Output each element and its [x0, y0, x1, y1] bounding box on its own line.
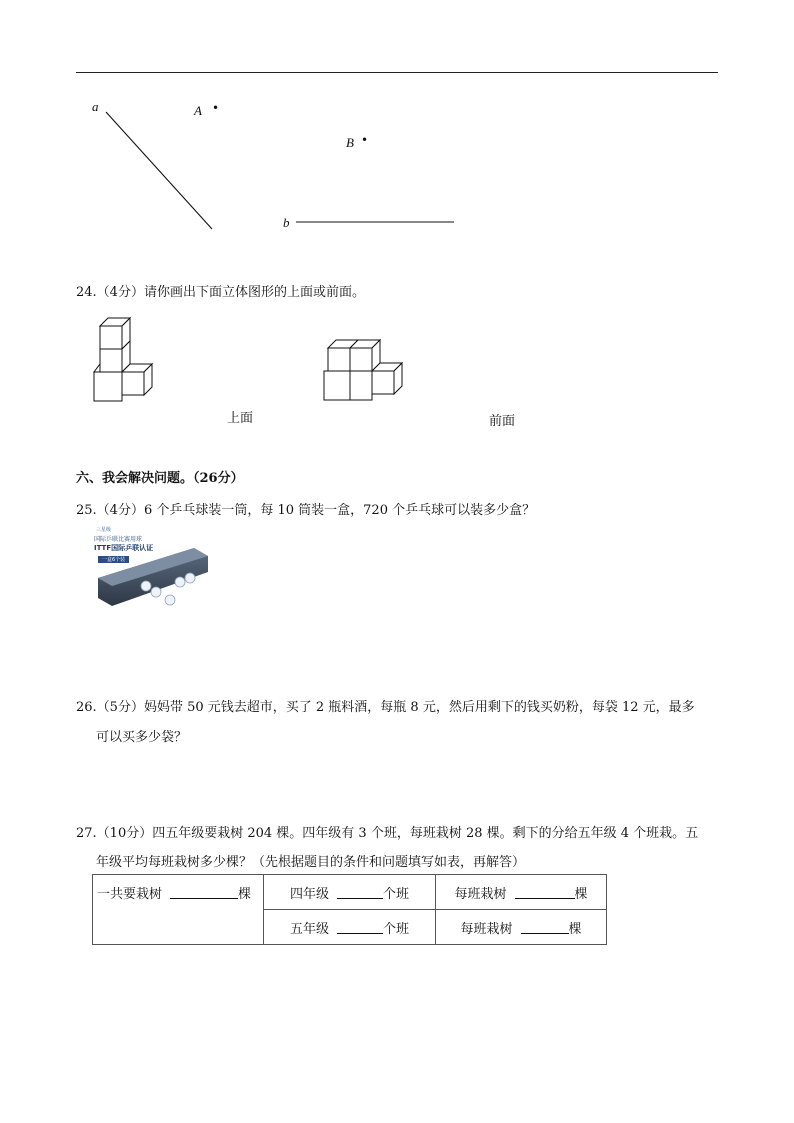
- point-A-dot: •: [212, 101, 220, 115]
- caption-front-view: 前面: [489, 414, 516, 429]
- line-a: [106, 112, 212, 229]
- total-blank[interactable]: [170, 886, 238, 899]
- geometry-figure: [0, 0, 794, 260]
- ball: [185, 573, 195, 583]
- total-label: 一共要栽树: [97, 886, 163, 902]
- grade4-per-label: 每班栽树: [454, 886, 507, 902]
- question-25-text: 25.（4分）6 个乒乓球装一筒，每 10 筒装一盒，720 个乒乓球可以装多少盒？: [76, 503, 536, 518]
- ball: [165, 595, 175, 605]
- grade5-per-label: 每班栽树: [460, 921, 513, 937]
- question-24-text: 24.（4分）请你画出下面立体图形的上面或前面。: [76, 285, 365, 300]
- table-cell-grade5-per: [436, 910, 607, 945]
- box-text-3: ITTF国际乒联认证: [94, 544, 154, 552]
- table-cell-grade4: [264, 875, 436, 910]
- grade5-per-unit: 棵: [568, 921, 582, 937]
- box-text-1: 三星级: [96, 527, 112, 533]
- question-27-line1: 27.（10分）四五年级要栽树 204 棵。四年级有 3 个班，每班栽树 28 棵。剩下的分给五年级 4 个班栽。五: [76, 826, 699, 841]
- grade4-label: 四年级: [289, 886, 329, 902]
- ball: [151, 587, 161, 597]
- grade5-unit: 个班: [383, 921, 410, 937]
- ball: [175, 577, 185, 587]
- grade5-per-blank[interactable]: [521, 921, 569, 934]
- table-cell-grade5: [264, 910, 436, 945]
- grade4-unit: 个班: [383, 886, 410, 902]
- question-26-line1: 26.（5分）妈妈带 50 元钱去超市，买了 2 瓶料酒，每瓶 8 元，然后用剩下的钱买奶粉，每袋 12 元，最多: [76, 700, 695, 715]
- label-line-b: b: [283, 215, 290, 230]
- question-26-line2: 可以买多少袋？: [96, 730, 188, 745]
- caption-top-view: 上面: [227, 411, 254, 426]
- label-point-B: B: [346, 135, 354, 150]
- section-6-title: 六、我会解决问题。（26分）: [76, 471, 244, 486]
- label-point-A: A: [194, 103, 202, 118]
- question-27-line2: 年级平均每班栽树多少棵？（先根据题目的条件和问题填写如表，再解答）: [96, 855, 526, 870]
- table-cell-grade4-per: [436, 875, 607, 910]
- grade5-blank[interactable]: [337, 921, 383, 934]
- cube-figure-right: [320, 338, 404, 404]
- grade4-per-blank[interactable]: [515, 886, 575, 899]
- label-line-a: a: [92, 99, 99, 114]
- answer-table: [92, 874, 607, 945]
- grade4-per-unit: 棵: [574, 886, 588, 902]
- ball: [141, 581, 151, 591]
- grade5-label: 五年级: [289, 921, 329, 937]
- total-unit: 棵: [238, 886, 252, 902]
- box-text-2: 国际乒联比赛用球: [94, 536, 143, 543]
- table-cell-total: [93, 875, 264, 945]
- grade4-blank[interactable]: [337, 886, 383, 899]
- ping-pong-box-photo: [90, 520, 214, 612]
- box-text-4: 一盒6个装: [98, 556, 129, 563]
- cube-figure-left: [90, 316, 156, 406]
- point-B-dot: •: [361, 133, 369, 147]
